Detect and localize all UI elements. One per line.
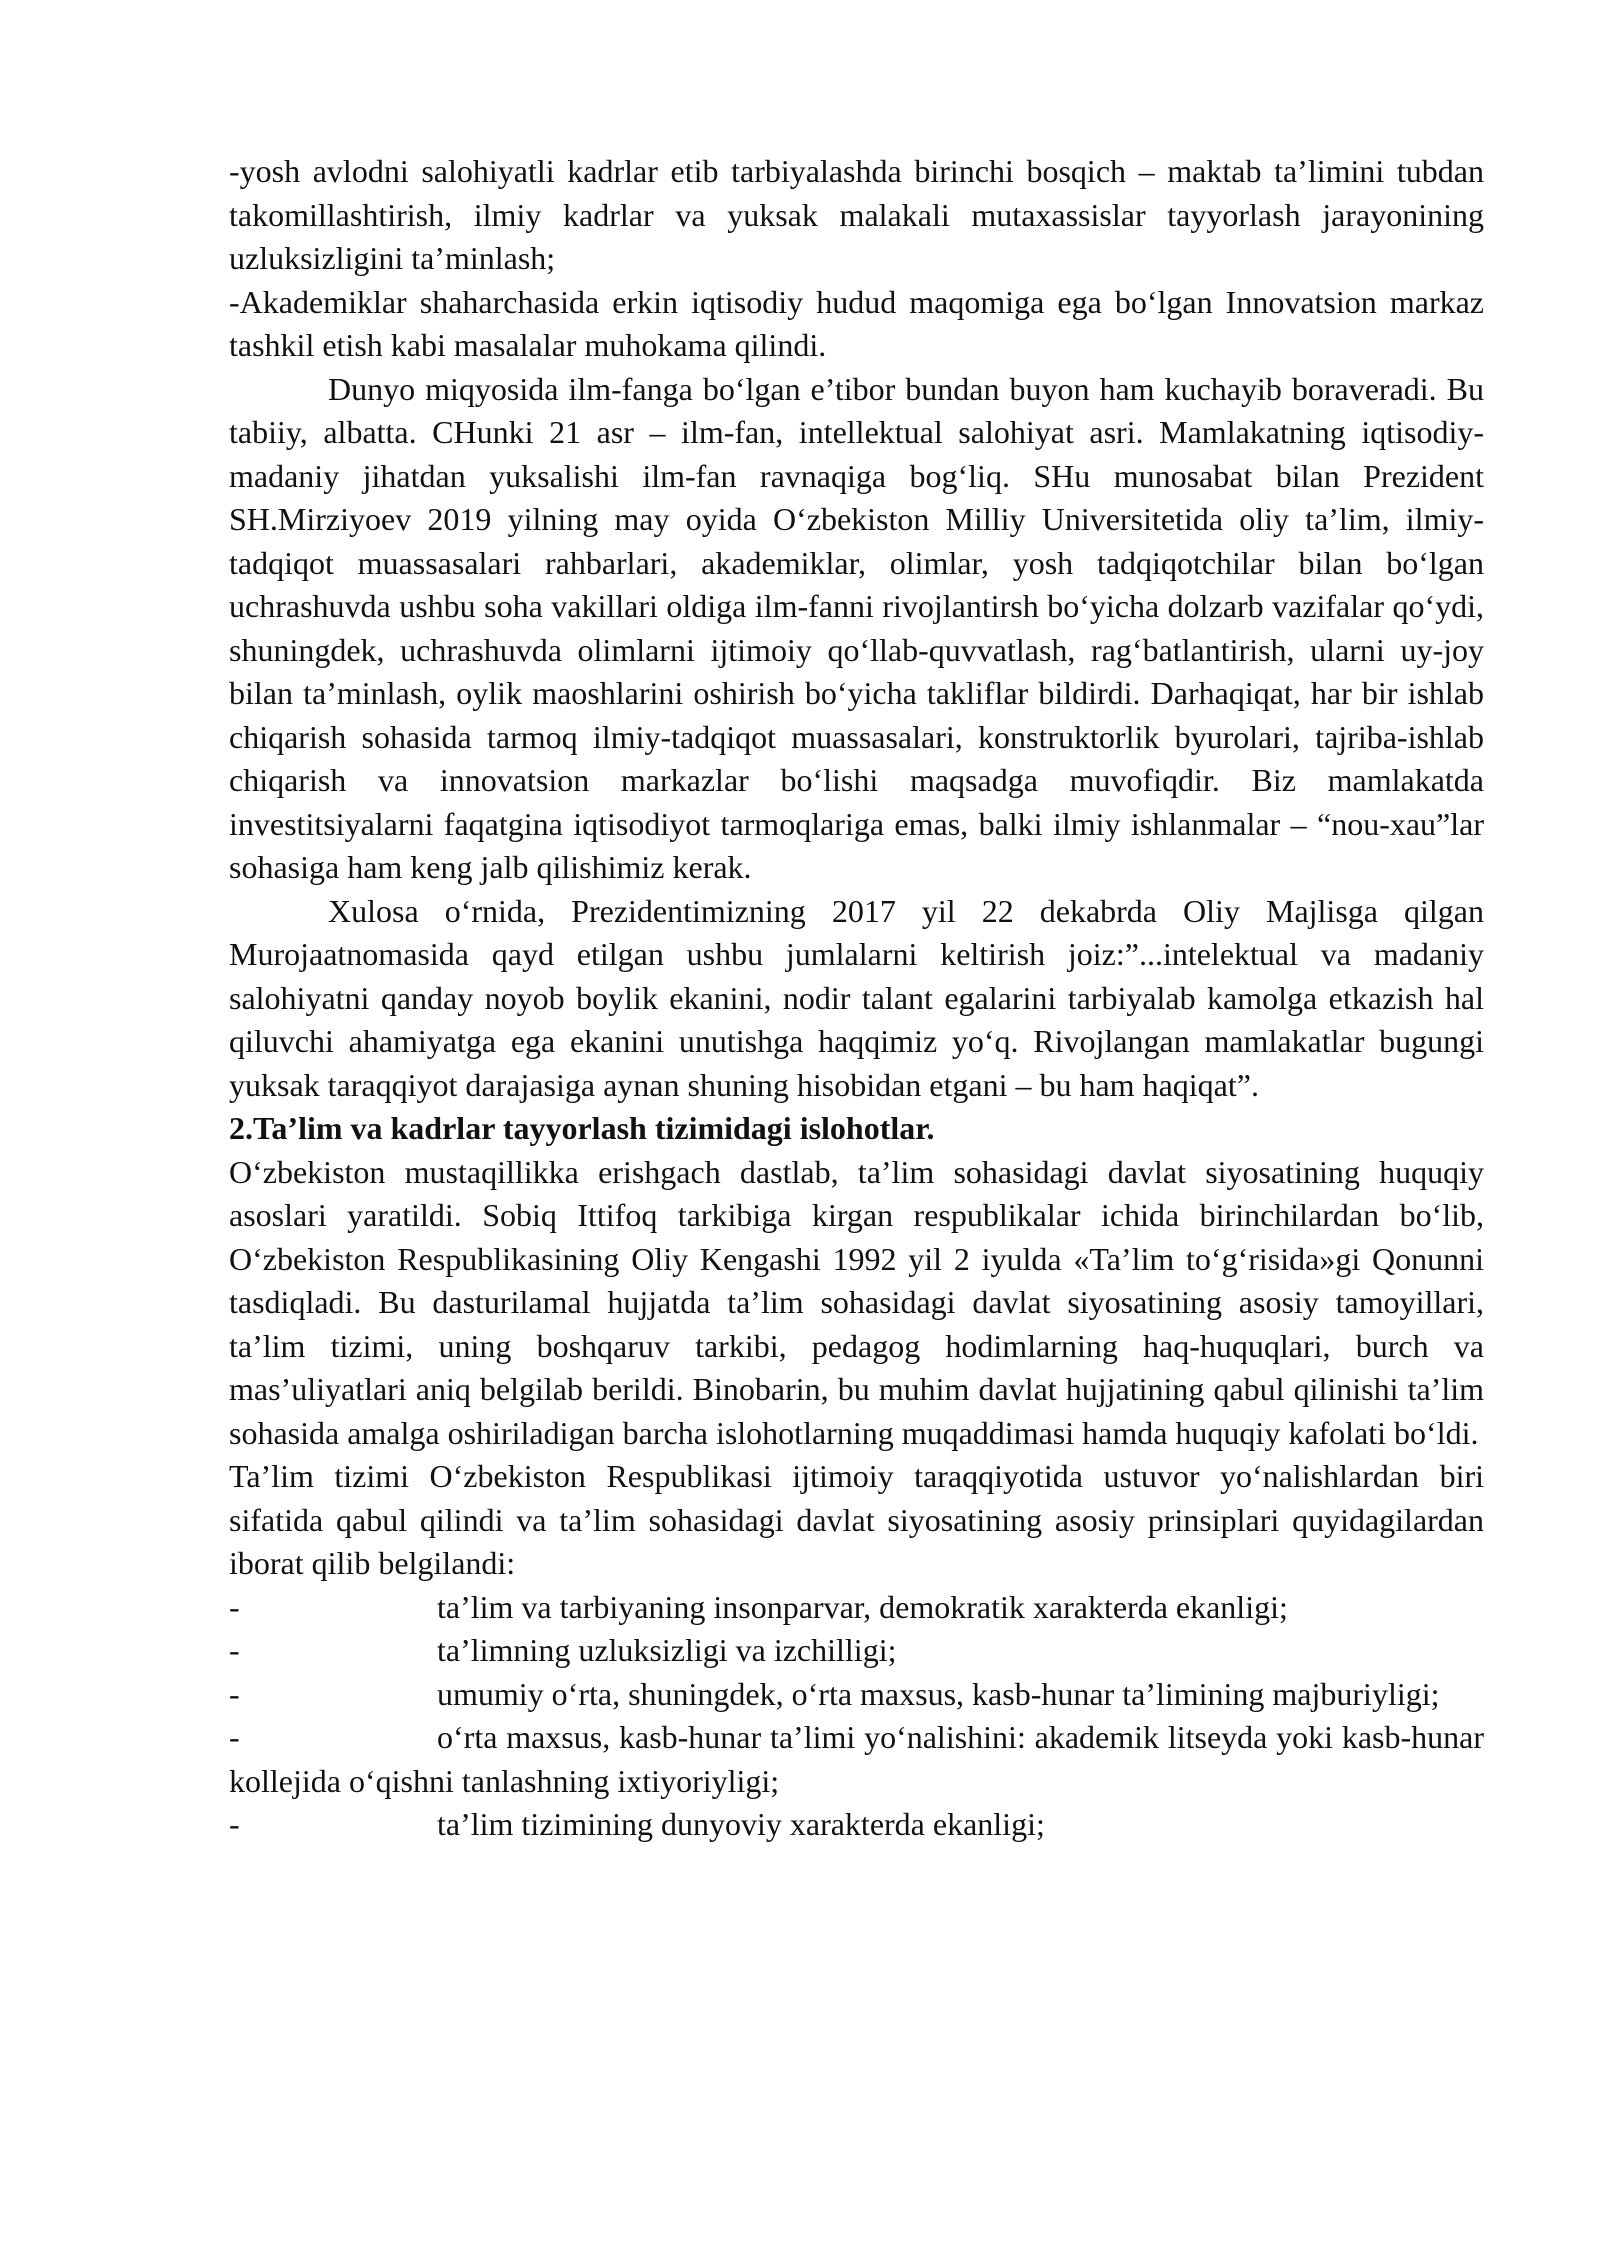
list-dash: - bbox=[229, 1675, 240, 1712]
section-heading: 2.Ta’lim va kadrlar tayyorlash tizimidagi islohotlar. bbox=[229, 1110, 935, 1146]
list-item-text: ta’limning uzluksizligi va izchilligi; bbox=[437, 1632, 897, 1668]
list-item-text: umumiy o‘rta, shuningdek, o‘rta maxsus, kasb-hunar ta’limining majburiyligi; bbox=[437, 1675, 1440, 1712]
list-dash: - bbox=[229, 1588, 240, 1625]
list-item bbox=[229, 1586, 1484, 1630]
list-item bbox=[229, 1673, 1484, 1717]
list-item-text: ta’lim va tarbiyaning insonparvar, demokratik xarakterda ekanligi; bbox=[437, 1588, 1288, 1625]
body-paragraph: Ta’lim tizimi O‘zbekiston Respublikasi ijtimoiy taraqqiyotida ustuvor yo‘nalishlardan biri sifatida qabul qilindi va ta’lim sohasidagi davlat siyosatining asosiy prinsiplari quyidagilardan iborat qilib belgilandi: bbox=[229, 1458, 1484, 1581]
body-paragraph: O‘zbekiston mustaqillikka erishgach dastlab, ta’lim sohasidagi davlat siyosatining huquqiy asoslari yaratildi. Sobiq Ittifoq tarkibiga kirgan respublikalar ichida birinchilardan bo‘lib, O‘zbekiston Respublikasining Oliy Kengashi 1992 yil 2 iyulda «Ta’lim to‘g‘risida»gi Qonunni tasdiqladi. Bu dasturilamal hujjatda ta’lim sohasidagi davlat siyosatining asosiy tamoyillari, ta’lim tizimi, uning boshqaruv tarkibi, pedagog hodimlarning haq-huquqlari, burch va mas’uliyatlari aniq belgilab berildi. Binobarin, bu muhim davlat hujjatining qabul qilinishi ta’lim sohasida amalga oshiriladigan barcha islohotlarning muqaddimasi hamda huquqiy kafolati bo‘ldi. bbox=[229, 1153, 1484, 1451]
body-paragraph: Dunyo miqyosida ilm-fanga bo‘lgan e’tibor bundan buyon ham kuchayib boraveradi. Bu tabiiy, albatta. CHunki 21 asr – ilm-fan, intellektual salohiyat asri. Mamlakatning iqtisodiy-madaniy jihatdan yuksalishi ilm-fan ravnaqiga bog‘liq. SHu munosabat bilan Prezident SH.Mirziyoev 2019 yilning may oyida O‘zbekiston Milliy Universitetida oliy ta’lim, ilmiy-tadqiqot muassasalari rahbarlari, akademiklar, olimlar, yosh tadqiqotchilar bilan bo‘lgan uchrashuvda ushbu soha vakillari oldiga ilm-fanni rivojlantirsh bo‘yicha dolzarb vazifalar qo‘ydi, shuningdek, uchrashuvda olimlarni ijtimoiy qo‘llab-quvvatlash, rag‘batlantirish, ularni uy-joy bilan ta’minlash, oylik maoshlarini oshirish bo‘yicha takliflar bildirdi. Darhaqiqat, har bir ishlab chiqarish sohasida tarmoq ilmiy-tadqiqot muassasalari, konstruktorlik byurolari, tajriba-ishlab chiqarish va innovatsion markazlar bo‘lishi maqsadga muvofiqdir. Biz mamlakatda investitsiyalarni faqatgina iqtisodiyot tarmoqlariga emas, balki ilmiy ishlanmalar – “nou-xau”lar sohasiga ham keng jalb qilishimiz kerak. bbox=[229, 370, 1484, 885]
list-item-text: o‘rta maxsus, kasb-hunar ta’limi yo‘nalishini: akademik litseyda yoki kasb-hunar kollejida o‘qishni tanlashning ixtiyoriyligi; bbox=[229, 1719, 1484, 1799]
principles-list bbox=[229, 1586, 1484, 1847]
document-page bbox=[229, 150, 1484, 1847]
list-item bbox=[229, 1803, 1484, 1847]
list-item-text: ta’lim tizimining dunyoviy xarakterda ekanligi; bbox=[437, 1806, 1045, 1842]
body-paragraph: -Akademiklar shaharchasida erkin iqtisodiy hudud maqomiga ega bo‘lgan Innovatsion markaz tashkil etish kabi masalalar muhokama qilindi. bbox=[229, 283, 1484, 363]
list-dash: - bbox=[229, 1632, 240, 1668]
list-dash: - bbox=[229, 1719, 240, 1755]
list-item bbox=[229, 1716, 1484, 1803]
list-dash: - bbox=[229, 1806, 240, 1842]
body-paragraph: -yosh avlodni salohiyatli kadrlar etib tarbiyalashda birinchi bosqich – maktab ta’limini tubdan takomillashtirish, ilmiy kadrlar va yuksak malakali mutaxassislar tayyorlash jarayonining uzluksizligini ta’minlash; bbox=[229, 153, 1484, 276]
list-item bbox=[229, 1629, 1484, 1673]
body-paragraph: Xulosa o‘rnida, Prezidentimizning 2017 yil 22 dekabrda Oliy Majlisga qilgan Murojaatnomasida qayd etilgan ushbu jumlalarni keltirish joiz:”...intelektual va madaniy salohiyatni qanday noyob boylik ekanini, nodir talant egalarini tarbiyalab kamolga etkazish hal qiluvchi ahamiyatga ega ekanini unutishga haqqimiz yo‘q. Rivojlangan mamlakatlar bugungi yuksak taraqqiyot darajasiga aynan shuning hisobidan etgani – bu ham haqiqat”. bbox=[229, 892, 1484, 1103]
